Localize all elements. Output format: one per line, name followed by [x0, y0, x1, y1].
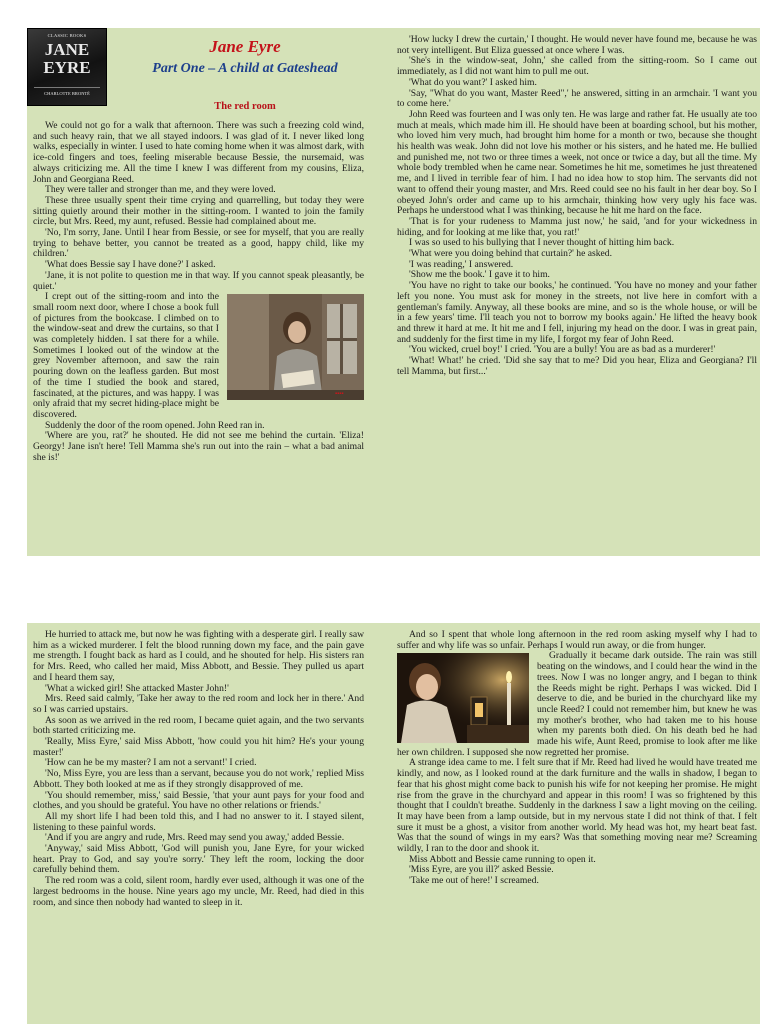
page1-right-column — [397, 35, 757, 554]
girl-reading-photo — [227, 294, 364, 400]
cover-top-line: CLASSIC BOOKS — [47, 33, 87, 38]
paragraph: 'Where are you, rat?' he shouted. He did not see me behind the curtain. 'Eliza! Georgy! Jane isn't here! Tell Mamma she's run out into the rain – what a bad animal she is!' — [33, 430, 364, 463]
paragraph: Miss Abbott and Bessie came running to open it. — [409, 853, 596, 865]
paragraph: 'She's in the window-seat, John,' she called from the sitting-room. So I came out immediately, as I did not want him to pull me out. — [397, 55, 757, 78]
paragraph: The red room was a cold, silent room, hardly ever used, although it was one of the largest bedrooms in the house. Nine years ago my uncle, Mr. Reed, had died in this room, and since then nobody had wanted to sleep in it. — [33, 875, 364, 908]
cover-rule — [34, 87, 100, 88]
paragraph: 'What! What!' he cried. 'Did she say that to me? Did you hear, Eliza and Georgiana? I'll tell Mamma, but first...' — [397, 355, 757, 377]
cover-title-line1: JANE — [44, 40, 90, 59]
paragraph: 'Jane, it is not polite to question me in that way. If you cannot speak pleasantly, be quiet.' — [33, 269, 364, 292]
paragraph: A strange idea came to me. I felt sure that if Mr. Reed had lived he would have treated me kindly, and now, as I looked round at the dark furniture and the walls in shadow, I began to fear that his ghost might come back to punish his wife for not keeping her promise. He might rise from the grave in the churchyard and appear in this room! I was so frightened by this thought that I couldn't breathe. Suddenly in the darkness I saw a light moving on the ceiling. It may have been from a lamp outside, but in my nervous state I did not think of that. I felt sure it must be a ghost, a visitor from another world. My head was hot, my heart beat fast. Was that the sound of wings in my ears? Was that something moving near me? Screaming wildly, I ran to the door and shook it. — [397, 757, 757, 855]
paragraph: 'What does Bessie say I have done?' I asked. — [45, 259, 216, 271]
paragraph: 'Say, "What do you want, Master Reed",' he answered, sitting in an armchair. 'I want you to come here.' — [397, 87, 757, 110]
page2-right-column — [397, 630, 757, 1024]
paragraph: 'What were you doing behind that curtain?' he asked. — [409, 248, 612, 260]
book-cover-image — [27, 28, 107, 106]
paragraph: 'How can he be my master? I am not a servant!' I cried. — [45, 757, 257, 769]
paragraph: 'What a wicked girl! She attacked Master John!' — [45, 682, 229, 694]
paragraph: These three usually spent their time crying and quarrelling, but today they were sitting quietly around their mother in the sitting-room. I wanted to join the family circle, but Mrs. Reed, my aunt, refused. Bessie had complained about me. — [33, 194, 364, 228]
paragraph: Gradually it became dark outside. The rain was still beating on the windows, and I could hear the wind in the trees. Now I was no longer angry, and I began to think the Reeds might be right. Perhaps I was wicked. Did I deserve to die, and be buried in the churchyard like my uncle Reed? I could not remember him, but knew he was my mother's brother, who had taken me to his house when my parents both died. On his death bed he had made his wife, Aunt Reed, promise to look after me like her own children. I supposed she now regretted her promise. — [397, 650, 757, 758]
paragraph: I was so used to his bullying that I never thought of hitting him back. — [409, 237, 675, 249]
paragraph: As soon as we arrived in the red room, I became quiet again, and the two servants both started criticizing me. — [33, 714, 364, 737]
paragraph: 'What do you want?' I asked him. — [409, 76, 537, 88]
cover-title-line2: EYRE — [43, 58, 91, 77]
paragraph: 'Anyway,' said Miss Abbott, 'God will punish you, Jane Eyre, for your wicked heart. Pray to God, and say you're sorry.' They left the room, locking the door carefully behind them. — [33, 843, 364, 876]
paragraph: 'You have no right to take our books,' he continued. 'You have no money and your father left you none. You must ask for money in the streets, not live here in comfort with a gentleman's family. Anyway, all these books are mine, and so is the whole house, or will be in a few years' time. I'll teach you not to borrow my books again.' He lifted the heavy book and threw it hard at me. It hit me and I fell, injuring my head on the door. I was in great pain, and suddenly for the first time in my life, I forgot my fear of John Reed. — [397, 280, 757, 345]
paragraph: And so I spent that whole long afternoon in the red room asking myself why I had to suffer and why life was so unfair. Perhaps I would run away, or die from hunger. — [397, 630, 757, 651]
girl-candle-illustration — [397, 653, 529, 743]
paragraph: Mrs. Reed said calmly, 'Take her away to the red room and lock her in there.' And so I was carried upstairs. — [33, 693, 364, 715]
paragraph: 'No, I'm sorry, Jane. Until I hear from Bessie, or see for myself, that you are really trying to behave better, you cannot be treated as a good, happy child, like my children.' — [33, 227, 364, 260]
photo-watermark: ▪▪▪▪ — [335, 391, 344, 398]
page2-left-column — [33, 630, 364, 1024]
paragraph: 'I was reading,' I answered. — [409, 258, 514, 270]
part-subtitle: Part One – A child at Gateshead — [152, 61, 338, 76]
girl-reading-illustration — [227, 294, 364, 400]
chapter-heading: The red room — [214, 101, 276, 112]
paragraph: 'Really, Miss Eyre,' said Miss Abbott, 'how could you hit him? He's your young master!' — [33, 736, 364, 758]
paragraph: All my short life I had been told this, and I had no answer to it. I stayed silent, listening to these painful words. — [33, 810, 364, 833]
paragraph: Suddenly the door of the room opened. John Reed ran in. — [45, 419, 265, 431]
paragraph: 'And if you are angry and rude, Mrs. Reed may send you away,' added Bessie. — [45, 832, 345, 844]
paragraph: 'Miss Eyre, are you ill?' asked Bessie. — [409, 864, 554, 876]
paragraph: We could not go for a walk that afternoon. There was such a freezing cold wind, and such heavy rain, that we all stayed indoors. I was glad of it. I never liked long walks, especially in winter. I used to hate coming home when it was almost dark, with ice-cold fingers and toes, feeling miserable because Bessie, the nursemaid, was always criticizing me. All the time I knew I was different from my cousins, Eliza, John and Georgiana Reed. — [33, 121, 364, 185]
paragraph: 'You wicked, cruel boy!' I cried. 'You are a bully! You are as bad as a murderer!' — [409, 344, 716, 356]
girl-candle-photo — [397, 653, 529, 743]
paragraph: 'You should remember, miss,' said Bessie, 'that your aunt pays for your food and clothes, and you should be grateful. You have no other relations or friends.' — [33, 789, 364, 812]
paragraph: 'Show me the book.' I gave it to him. — [409, 269, 550, 281]
book-title: Jane Eyre — [209, 37, 281, 56]
page1-left-column — [33, 121, 364, 553]
paragraph: I crept out of the sitting-room and into the small room next door, where I chose a book full of pictures from the bookcase. I climbed on to the window-seat and drew the curtains, so that I was completely hidden. I sat there for a while. Sometimes I looked out of the window at the grey November afternoon, and saw the rain pouring down on the leafless garden. But most of the time I studied the book and stared, fascinated, at the pictures, and was happy. I was only afraid that my secret hiding-place might be discovered. — [33, 291, 219, 420]
paragraph: He hurried to attack me, but now he was fighting with a desperate girl. I really saw him as a wicked murderer. I felt the blood running down my face, and the pain gave me strength. I fought back as hard as I could, and he shouted for help. His sisters ran for Mrs. Reed, who called her maid, Miss Abbott, and Bessie. They pulled us apart and I heard them say, — [33, 630, 364, 683]
cover-author: CHARLOTTE BRONTË — [44, 91, 90, 96]
paragraph: 'That is for your rudeness to Mamma just now,' he said, 'and for your wickedness in hiding, and for looking at me like that, you rat!' — [397, 215, 757, 238]
paragraph: 'Take me out of here!' I screamed. — [409, 875, 539, 887]
paragraph: 'No, Miss Eyre, you are less than a servant, because you do not work,' replied Miss Abbott. They both looked at me as if they strongly disapproved of me. — [33, 768, 364, 790]
paragraph: 'How lucky I drew the curtain,' I thought. He would never have found me, because he was not very intelligent. But Eliza guessed at once where I was. — [397, 35, 757, 56]
paragraph: John Reed was fourteen and I was only ten. He was large and rather fat. He usually ate too much at meals, which made him ill. He should have been at boarding school, but his mother, who loved him very much, had brought him home for a month or two, because she thought his health was weak. John did not love his mother or his sisters, and he hated me. He bullied and punished me, not two or three times a week, not once or twice a day, but all the time. My whole body trembled when he came near. Sometimes he hit me, sometimes he just threatened me, and I lived in terrible fear of him. I had no idea how to stop him. The servants did not want to offend their young master, and Mrs. Reed could see no his fault in her dear boy. So I obeyed John's order and came up to his armchair, thinking how very ugly his face was. Perhaps he understood what I was thinking, because he hit me hard on the face. — [397, 108, 757, 217]
paragraph: They were taller and stronger than me, and they were loved. — [45, 184, 276, 196]
